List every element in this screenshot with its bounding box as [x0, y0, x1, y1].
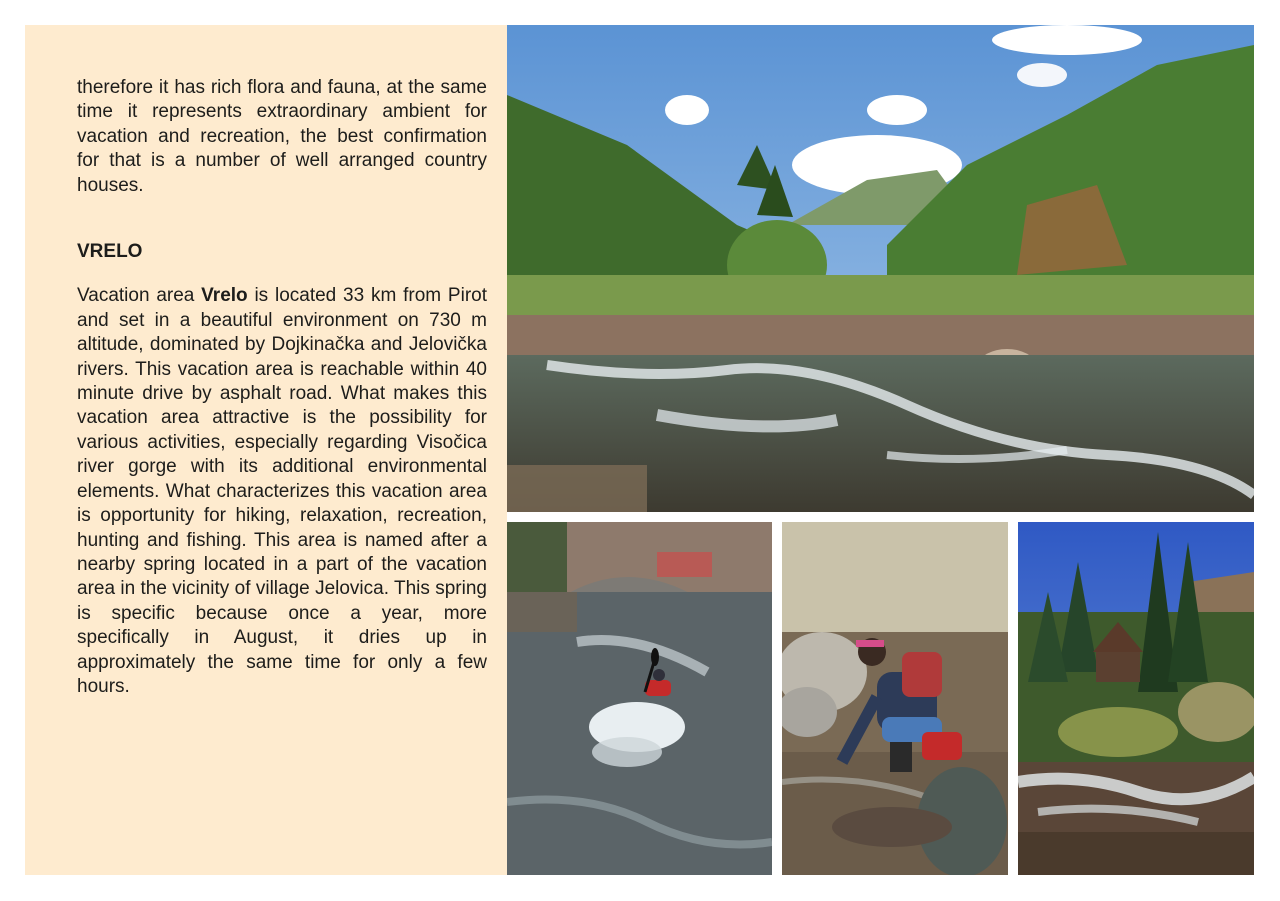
section-heading: VRELO: [77, 241, 143, 263]
place-name: Vrelo: [201, 285, 248, 307]
text-column: [77, 76, 487, 699]
hiker-at-stream-photo: [782, 522, 1008, 875]
cabin-in-forest-photo: [1018, 522, 1254, 875]
vrelo-description: [77, 284, 487, 699]
description-text: is located 33 km from Pirot and set in a beautiful environment on 730 m altitude, dominated by Dojkinačka and Jelovička rivers. This vacation area is reachable within 40 minute drive by asphalt road. What makes this vacation area attractive is the possibility for various activities, especially regarding Visočica river gorge with its additional environmental elements. What characterizes this vacation area is opportunity for hiking, relaxation, recreation, hunting and fishing. This area is named after a nearby spring located in a part of the vacation area in the vicinity of village Jelovica. This spring is specific because once a year, more specifically in August, it dries up in approximately the same time for only a few hours.: [77, 285, 487, 697]
kayaker-photo: [507, 522, 772, 875]
text-panel: [25, 25, 507, 875]
description-prefix: Vacation area: [77, 285, 202, 307]
intro-paragraph: therefore it has rich flora and fauna, at the same time it represents extraordinary ambient for vacation and recreation, the best confirmation for that is a number of well arranged country houses.: [77, 77, 487, 196]
river-landscape-photo: [507, 25, 1254, 512]
